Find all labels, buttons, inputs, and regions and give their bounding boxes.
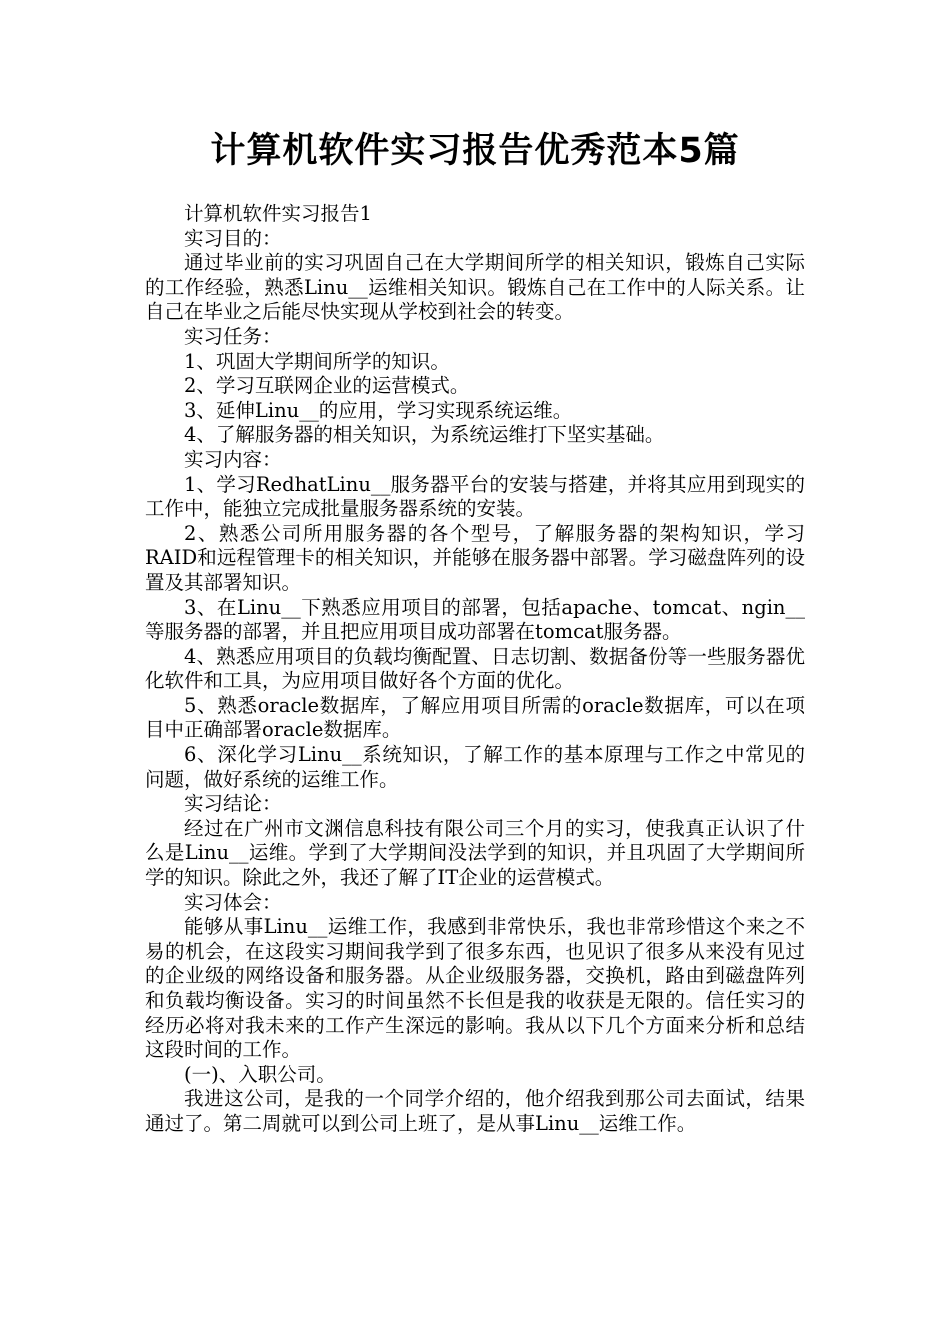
list-item: 2、熟悉公司所用服务器的各个型号，了解服务器的架构知识，学习RAID和远程管理卡的相关知识，并能够在服务器中部署。学习磁盘阵列的设置及其部署知识。 bbox=[145, 521, 805, 594]
subheading-onboarding: (一)、入职公司。 bbox=[184, 1062, 336, 1086]
list-item: 4、熟悉应用项目的负载均衡配置、日志切割、数据备份等一些服务器优化软件和工具，为应用项目做好各个方面的优化。 bbox=[145, 644, 805, 693]
list-item: 3、延伸Linu__的应用，学习实现系统运维。 bbox=[184, 398, 573, 422]
paragraph: 经过在广州市文渊信息科技有限公司三个月的实习，使我真正认识了什么是Linu__运维。学到了大学期间没法学到的知识，并且巩固了大学期间所学的知识。除此之外，我还了解了IT企业的运营模式。 bbox=[145, 816, 805, 890]
list-item: 3、在Linu__下熟悉应用项目的部署，包括apache、tomcat、ngin__等服务器的部署，并且把应用项目成功部署在tomcat服务器。 bbox=[145, 595, 805, 644]
list-item: 1、巩固大学期间所学的知识。 bbox=[184, 349, 450, 373]
list-item: 4、了解服务器的相关知识，为系统运维打下坚实基础。 bbox=[184, 423, 665, 447]
section-heading: 计算机软件实习报告1 bbox=[184, 202, 372, 225]
list-item: 2、学习互联网企业的运营模式。 bbox=[184, 374, 470, 398]
paragraph: 通过毕业前的实习巩固自己在大学期间所学的相关知识，锻炼自己实际的工作经验，熟悉Linu__运维相关知识。锻炼自己在工作中的人际关系。让自己在毕业之后能尽快实现从学校到社会的转变。 bbox=[145, 251, 805, 324]
list-item: 5、熟悉oracle数据库，了解应用项目所需的oracle数据库，可以在项目中正确部署oracle数据库。 bbox=[145, 693, 805, 742]
subheading-content: 实习内容： bbox=[184, 447, 282, 471]
paragraph: 能够从事Linu__运维工作，我感到非常快乐，我也非常珍惜这个来之不易的机会，在这段实习期间我学到了很多东西，也见识了很多从来没有见过的企业级的网络设备和服务器。从企业级服务器，交换机，路由到磁盘阵列和负载均衡设备。实习的时间虽然不长但是我的收获是无限的。信任实习的经历必将对我未来的工作产生深远的影响。我从以下几个方面来分析和总结这段时间的工作。 bbox=[145, 915, 805, 1062]
subheading-tasks: 实习任务： bbox=[184, 324, 282, 348]
subheading-conclusion: 实习结论： bbox=[184, 792, 282, 816]
paragraph: 我进这公司，是我的一个同学介绍的，他介绍我到那公司去面试，结果通过了。第二周就可以到公司上班了，是从事Linu__运维工作。 bbox=[145, 1087, 805, 1135]
subheading-experience: 实习体会： bbox=[184, 890, 282, 914]
subheading-purpose: 实习目的： bbox=[184, 226, 282, 250]
list-item: 1、学习RedhatLinu__服务器平台的安装与搭建，并将其应用到现实的工作中，能独立完成批量服务器系统的安装。 bbox=[145, 472, 805, 521]
document-body bbox=[145, 202, 805, 1137]
list-item: 6、深化学习Linu__系统知识，了解工作的基本原理与工作之中常见的问题，做好系统的运维工作。 bbox=[145, 743, 805, 791]
document-title: 计算机软件实习报告优秀范本5篇 bbox=[210, 131, 740, 171]
